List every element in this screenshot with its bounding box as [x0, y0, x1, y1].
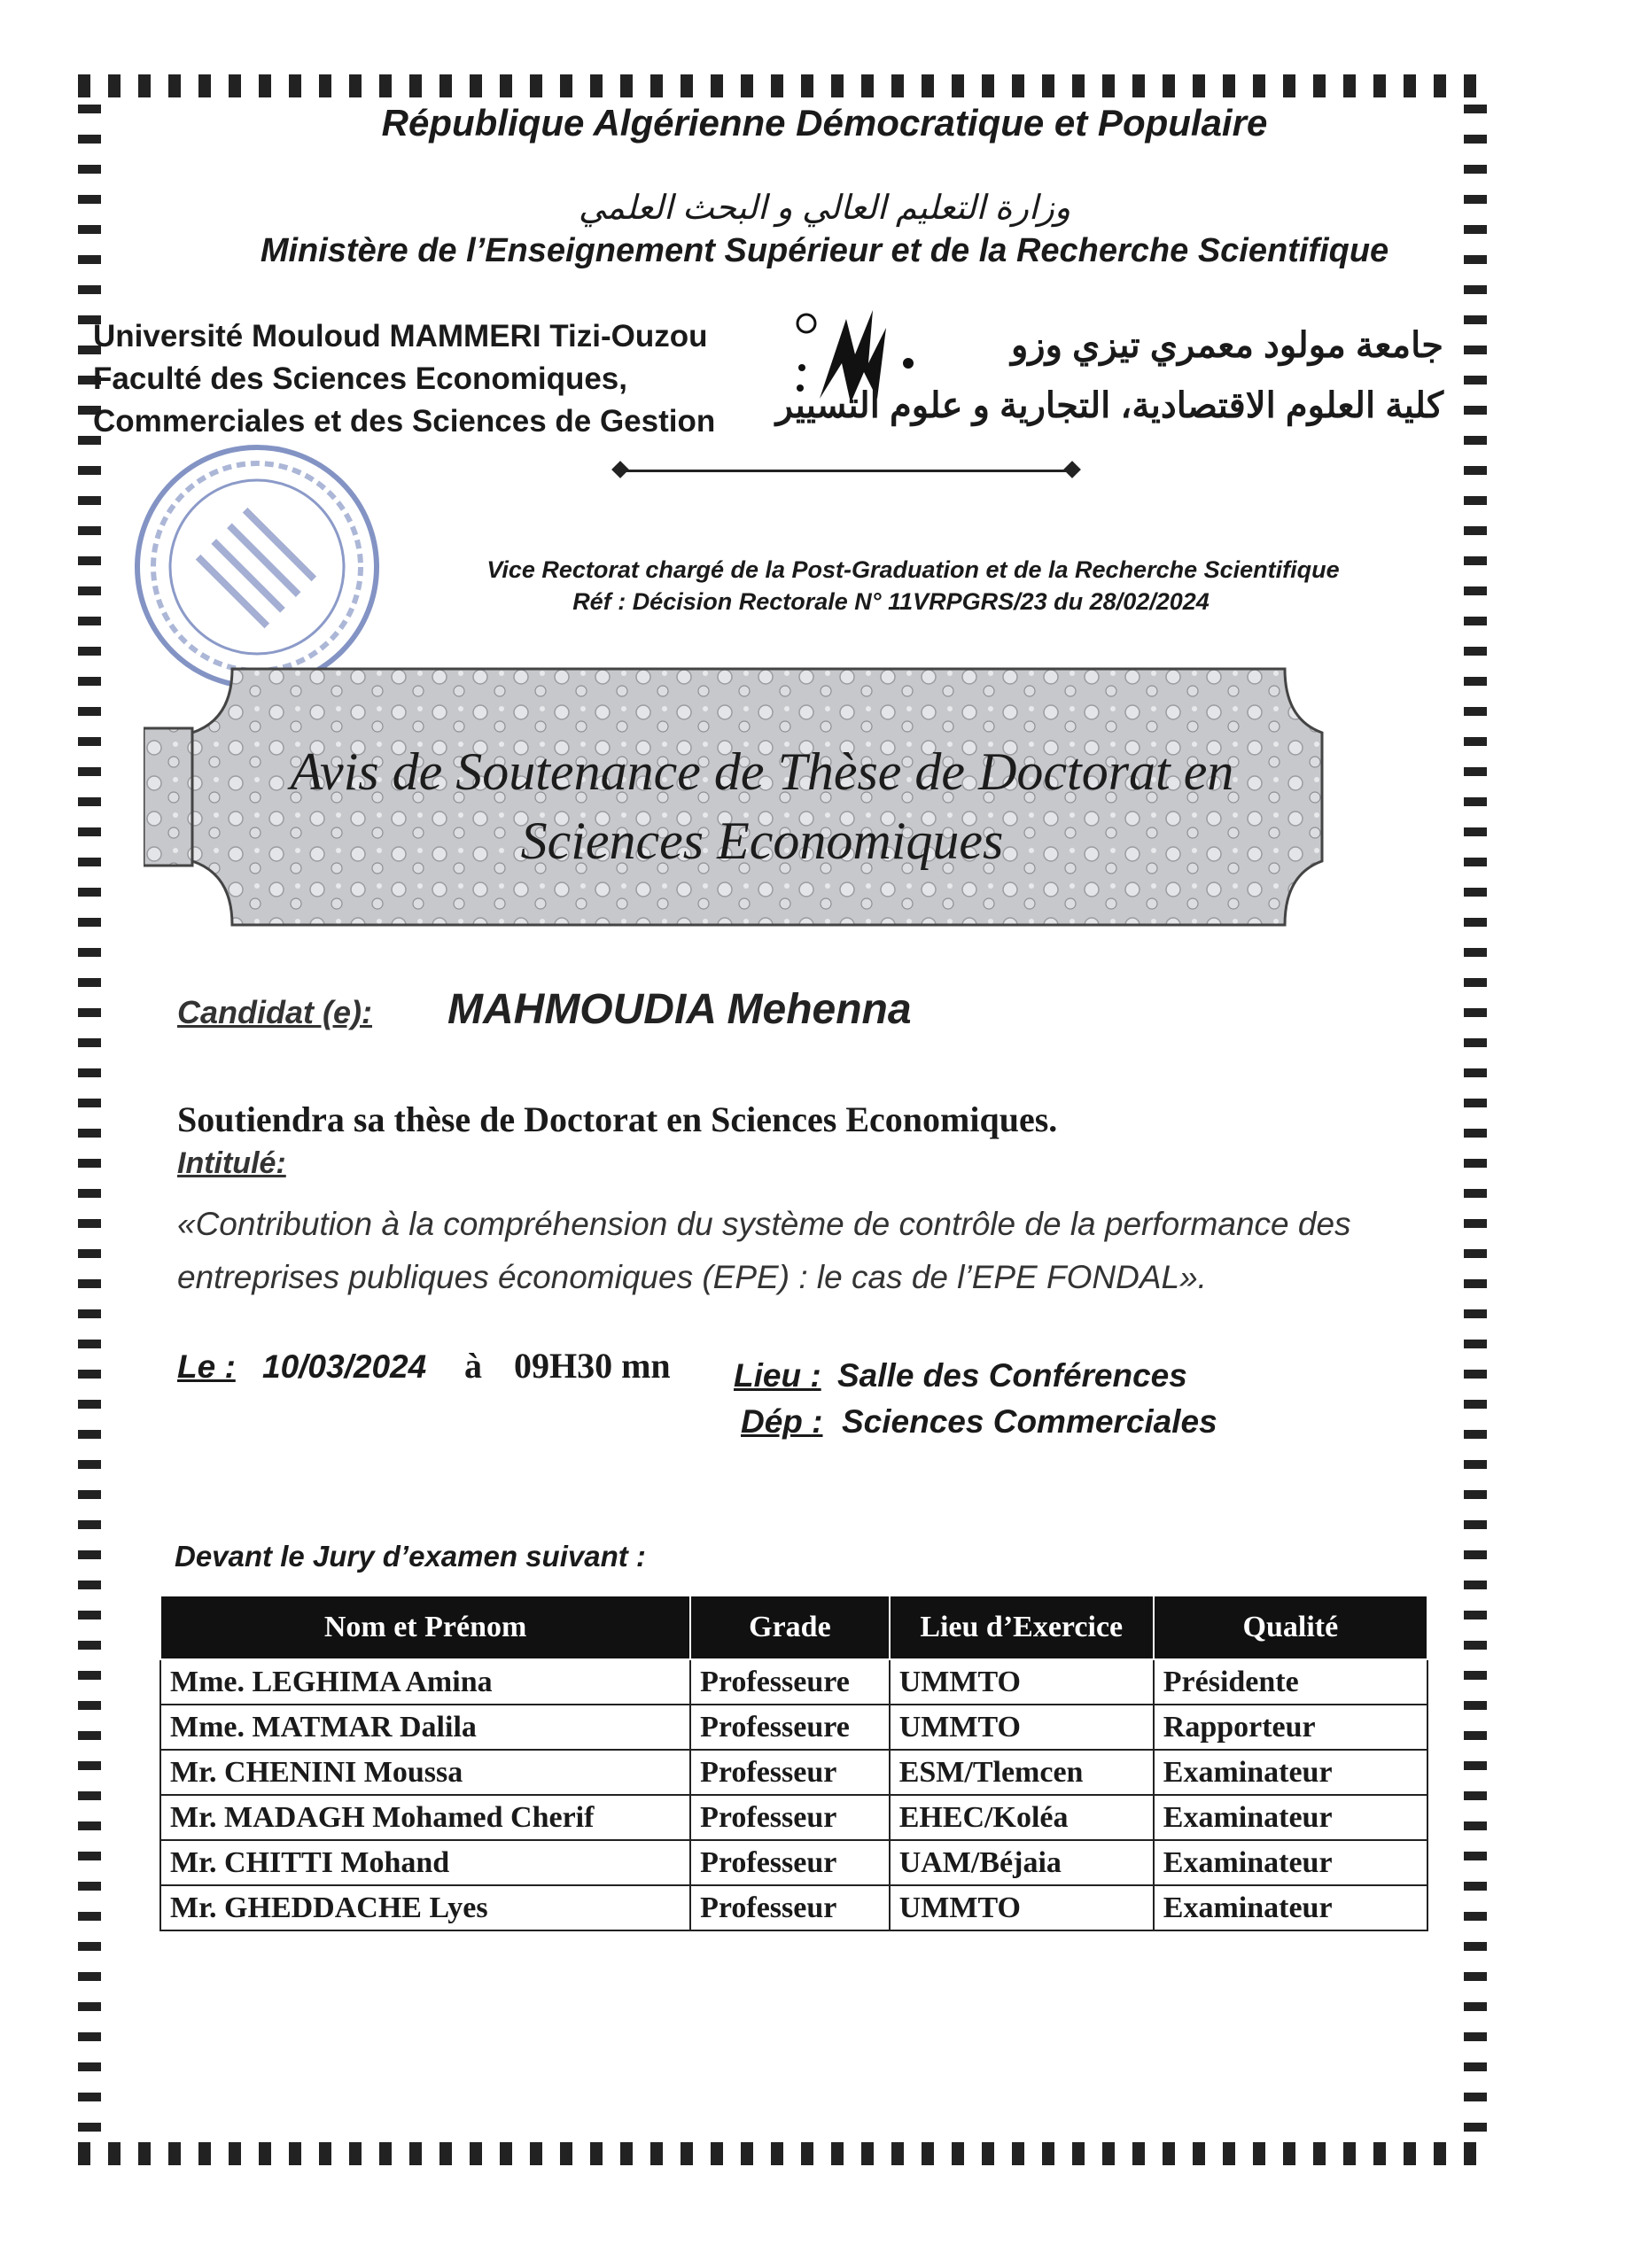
jury-name: Mr. GHEDDACHE Lyes	[160, 1885, 690, 1930]
col-role: Qualité	[1154, 1596, 1427, 1659]
jury-role: Examinateur	[1154, 1750, 1427, 1795]
jury-grade: Professeur	[690, 1885, 890, 1930]
col-grade: Grade	[690, 1596, 890, 1659]
jury-name: Mr. MADAGH Mohamed Cherif	[160, 1795, 690, 1840]
jury-header-row	[160, 1596, 1427, 1659]
jury-place: UMMTO	[890, 1885, 1154, 1930]
defense-place: Salle des Conférences	[837, 1357, 1187, 1394]
candidate-label: Candidat (e):	[177, 994, 372, 1030]
jury-table	[159, 1595, 1428, 1931]
university-name: Université Mouloud MAMMERI Tizi-Ouzou	[93, 319, 708, 353]
table-row	[160, 1750, 1427, 1795]
banner-title-line1: Avis de Soutenance de Thèse de Doctorat en	[290, 742, 1234, 801]
jury-grade: Professeur	[690, 1795, 890, 1840]
ministry-arabic: وزارة التعليم العالي و البحث العلمي	[578, 190, 1071, 227]
jury-grade: Professeur	[690, 1840, 890, 1885]
jury-place: UMMTO	[890, 1659, 1154, 1705]
jury-place: ESM/Tlemcen	[890, 1750, 1154, 1795]
jury-grade: Professeur	[690, 1750, 890, 1795]
at-word: à	[464, 1346, 482, 1386]
dept-label: Dép :	[741, 1403, 823, 1440]
ministry-title: Ministère de l’Enseignement Supérieur et de la Recherche Scientifique	[260, 232, 1389, 269]
university-name-ar: جامعة مولود معمري تيزي وزو	[1010, 326, 1443, 365]
jury-role: Examinateur	[1154, 1840, 1427, 1885]
defense-dept: Sciences Commerciales	[842, 1403, 1217, 1440]
jury-role: Examinateur	[1154, 1885, 1427, 1930]
jury-place: EHEC/Koléa	[890, 1795, 1154, 1840]
candidate-name: MAHMOUDIA Mehenna	[447, 986, 912, 1033]
table-row	[160, 1795, 1427, 1840]
jury-intro: Devant le Jury d’examen suivant :	[175, 1540, 646, 1573]
table-row	[160, 1885, 1427, 1930]
banner-title-line2: Sciences Economiques	[520, 812, 1004, 870]
jury-role: Examinateur	[1154, 1795, 1427, 1840]
table-row	[160, 1705, 1427, 1750]
col-name: Nom et Prénom	[160, 1596, 690, 1659]
thesis-title: «Contribution à la compréhension du système de contrôle de la performance des entreprises publiques économiques (EPE) : le cas de l’EPE FONDAL».	[177, 1206, 1351, 1295]
faculty-ar: كلية العلوم الاقتصادية، التجارية و علوم التسيير	[775, 386, 1443, 425]
table-row	[160, 1840, 1427, 1885]
defense-statement: Soutiendra sa thèse de Doctorat en Sciences Economiques.	[177, 1099, 1058, 1139]
jury-role: Présidente	[1154, 1659, 1427, 1705]
jury-name: Mr. CHENINI Moussa	[160, 1750, 690, 1795]
defense-time: 09H30 mn	[514, 1346, 671, 1386]
jury-grade: Professeure	[690, 1705, 890, 1750]
vice-rectorat-line: Vice Rectorat chargé de la Post-Graduation et de la Recherche Scientifique	[486, 556, 1340, 583]
faculty-line1: Faculté des Sciences Economiques,	[93, 361, 627, 396]
jury-grade: Professeure	[690, 1659, 890, 1705]
university-block-fr	[93, 315, 715, 443]
reference-line: Réf : Décision Rectorale N° 11VRPGRS/23 du 28/02/2024	[572, 588, 1210, 615]
date-label: Le :	[177, 1348, 236, 1385]
defense-date: 10/03/2024	[262, 1348, 427, 1385]
col-place: Lieu d’Exercice	[890, 1596, 1154, 1659]
table-row	[160, 1659, 1427, 1705]
jury-role: Rapporteur	[1154, 1705, 1427, 1750]
jury-name: Mme. MATMAR Dalila	[160, 1705, 690, 1750]
banner-title	[177, 737, 1347, 875]
jury-name: Mme. LEGHIMA Amina	[160, 1659, 690, 1705]
place-label: Lieu :	[734, 1357, 821, 1394]
jury-name: Mr. CHITTI Mohand	[160, 1840, 690, 1885]
jury-place: UMMTO	[890, 1705, 1154, 1750]
republic-title: République Algérienne Démocratique et Populaire	[381, 102, 1268, 144]
jury-place: UAM/Béjaia	[890, 1840, 1154, 1885]
title-label: Intitulé:	[177, 1146, 286, 1180]
faculty-line2: Commerciales et des Sciences de Gestion	[93, 404, 716, 439]
header-divider	[620, 470, 1072, 472]
university-block-ar	[776, 315, 1443, 436]
